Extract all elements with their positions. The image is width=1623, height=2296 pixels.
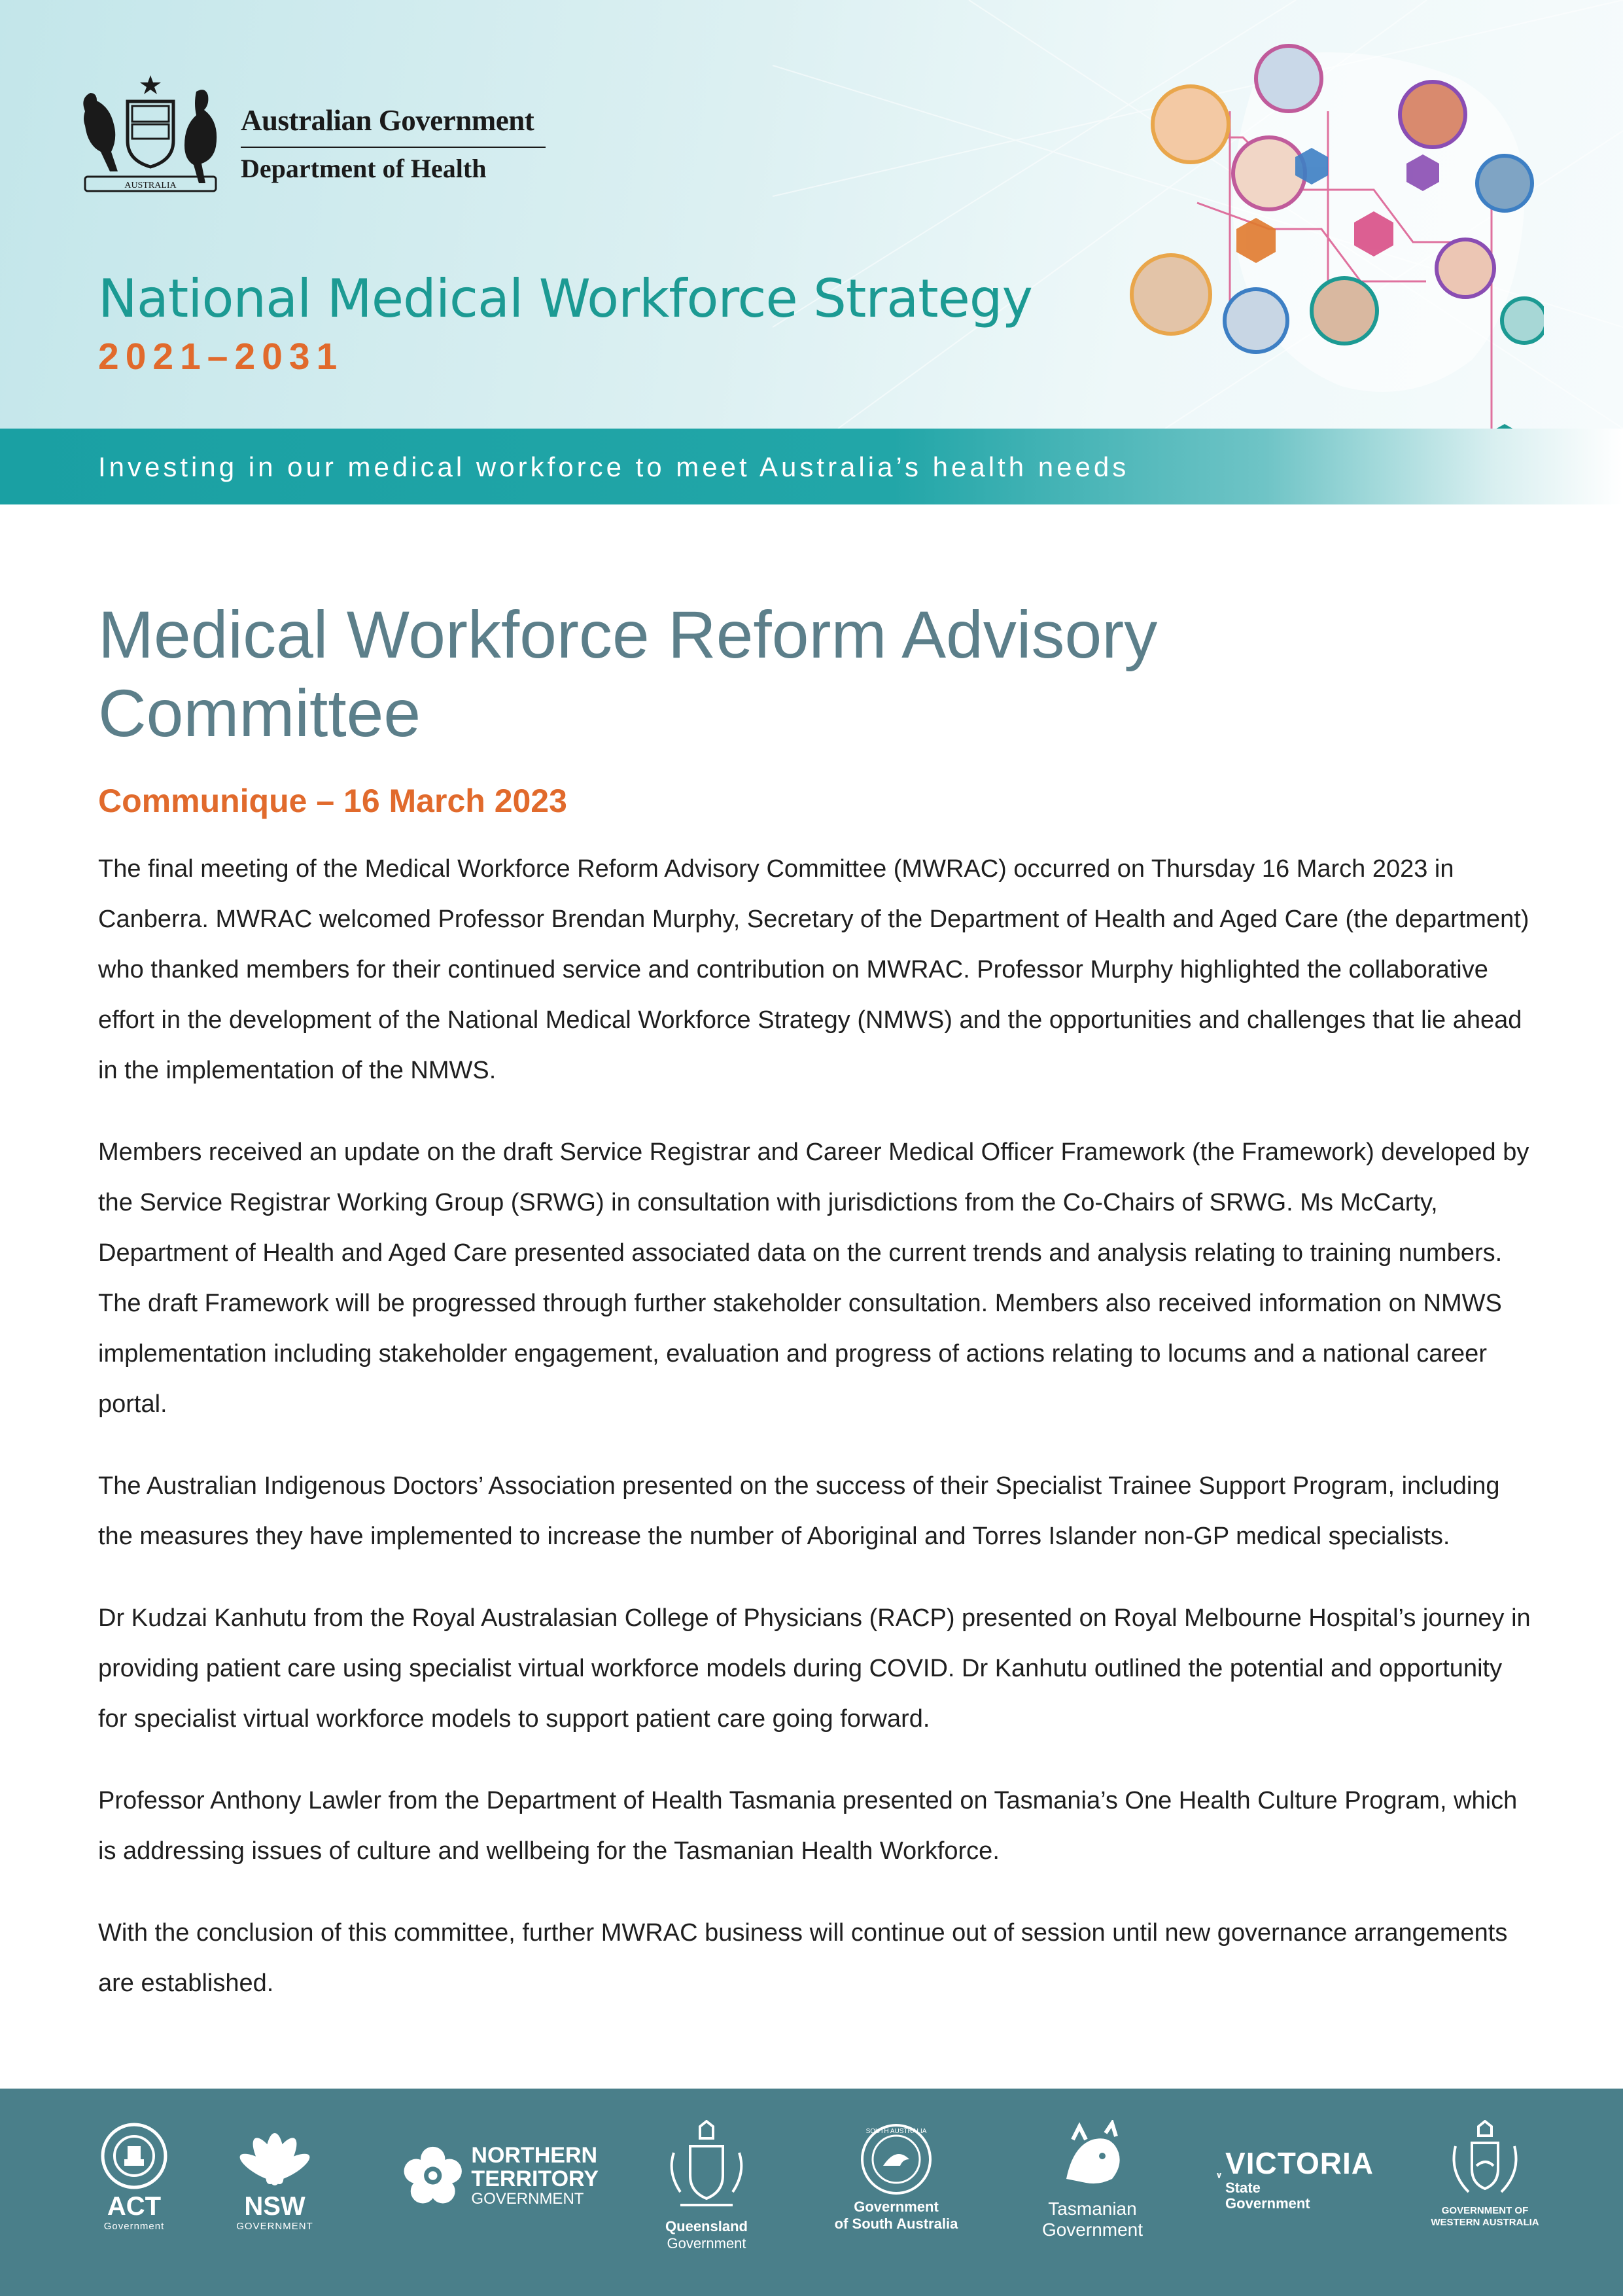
government-name: Australian Government bbox=[241, 104, 534, 137]
queensland-crest-icon bbox=[661, 2120, 752, 2218]
paragraph-racp-presentation: Dr Kudzai Kanhutu from the Royal Australasian College of Physicians (RACP) presented on Royal Melbourne Hospital’s journey in providing patient care using specialist virtual workforce models during COVID. Dr Kanhutu outlined the potential and opportunity for specialist virtual workforce models to support patient care going forward. bbox=[98, 1604, 1531, 1733]
nsw-government-logo bbox=[226, 2120, 324, 2270]
wa-crest-icon bbox=[1442, 2120, 1527, 2205]
nsw-sub: GOVERNMENT bbox=[236, 2221, 313, 2232]
paragraph-conclusion: With the conclusion of this committee, further MWRAC business will continue out of session until new governance arrangements are established. bbox=[98, 1919, 1508, 1997]
strategy-title: National Medical Workforce Strategy bbox=[98, 268, 1032, 329]
sa-line2: of South Australia bbox=[834, 2216, 958, 2232]
wa-line1: GOVERNMENT OF bbox=[1441, 2205, 1529, 2216]
waratah-icon bbox=[229, 2120, 321, 2192]
vic-name: VICTORIA bbox=[1225, 2146, 1374, 2180]
desert-rose-icon bbox=[402, 2140, 463, 2212]
nsw-name: NSW bbox=[244, 2192, 305, 2221]
nt-line1: NORTHERN bbox=[471, 2143, 598, 2168]
act-name: ACT bbox=[107, 2192, 162, 2221]
nt-government-logo bbox=[402, 2120, 599, 2270]
nt-line2: TERRITORY bbox=[471, 2166, 599, 2191]
department-name: Department of Health bbox=[241, 154, 487, 183]
nt-line3: GOVERNMENT bbox=[471, 2190, 584, 2208]
document-title: Medical Workforce Reform Advisory Committee bbox=[98, 597, 1158, 751]
tasmanian-devil-icon bbox=[1053, 2120, 1132, 2199]
coat-of-arms-icon bbox=[65, 72, 236, 196]
tagline: Investing in our medical workforce to meet Australia’s health needs bbox=[98, 451, 1130, 482]
communique-body bbox=[98, 844, 1531, 2040]
sa-seal-text: SOUTH AUSTRALIA bbox=[865, 2128, 927, 2135]
strategy-years: 2021–2031 bbox=[98, 336, 344, 378]
paragraph-tasmania-presentation: Professor Anthony Lawler from the Department of Health Tasmania presented on Tasmania’s One Health Culture Program, which is addressing issues of culture and wellbeing for the Tasmanian Health Workforce. bbox=[98, 1787, 1518, 1865]
western-australia-government-logo bbox=[1423, 2120, 1547, 2270]
crest-banner-text: AUSTRALIA bbox=[124, 181, 177, 190]
sa-piping-shrike-seal-icon bbox=[857, 2120, 935, 2199]
act-sub: Government bbox=[103, 2221, 165, 2232]
act-government-logo bbox=[79, 2120, 190, 2270]
qld-line2: Government bbox=[667, 2235, 746, 2252]
government-divider bbox=[241, 147, 546, 148]
wa-line2: WESTERN AUSTRALIA bbox=[1431, 2217, 1539, 2228]
victoria-v-icon bbox=[1217, 2146, 1221, 2205]
tas-line1: Tasmanian bbox=[1048, 2199, 1137, 2219]
vic-line1: State bbox=[1225, 2180, 1261, 2196]
qld-line1: Queensland bbox=[665, 2218, 748, 2234]
queensland-government-logo bbox=[657, 2120, 756, 2270]
paragraph-meeting-summary: The final meeting of the Medical Workforce Reform Advisory Committee (MWRAC) occurred on Thursday 16 March 2023 in Canberra. MWRAC welcomed Professor Brendan Murphy, Secretary of the Department of Health and Aged Care (the department) who thanked members for their continued service and contribution on MWRAC. Professor Murphy highlighted the collaborative effort in the development of the National Medical Workforce Strategy (NMWS) and the opportunities and challenges that lie ahead in the implementation of the NMWS. bbox=[98, 855, 1529, 1084]
paragraph-framework-update: Members received an update on the draft Service Registrar and Career Medical Officer Framework (the Framework) developed by the Service Registrar Working Group (SRWG) in consultation with jurisdictions from the Co-Chairs of SRWG. Ms McCarty, Department of Health and Aged Care presented associated data on the current trends and analysis relating to training numbers. The draft Framework will be progressed through further stakeholder consultation. Members also received information on NMWS implementation including stakeholder engagement, evaluation and progress of actions relating to locums and a national career portal. bbox=[98, 1139, 1529, 1418]
act-crest-icon bbox=[98, 2120, 170, 2192]
sa-line1: Government bbox=[854, 2199, 939, 2215]
paragraph-aida-presentation: The Australian Indigenous Doctors’ Association presented on the success of their Specialist Trainee Support Program, including the measures they have implemented to increase the number of Aboriginal and Torres Islander non-GP medical specialists. bbox=[98, 1472, 1500, 1550]
vic-line2: Government bbox=[1225, 2195, 1310, 2212]
south-australia-government-logo bbox=[821, 2120, 971, 2270]
communique-date-heading: Communique – 16 March 2023 bbox=[98, 783, 567, 819]
victoria-government-logo bbox=[1217, 2120, 1374, 2270]
tas-line2: Government bbox=[1041, 2219, 1143, 2240]
tasmanian-government-logo bbox=[1030, 2120, 1155, 2270]
